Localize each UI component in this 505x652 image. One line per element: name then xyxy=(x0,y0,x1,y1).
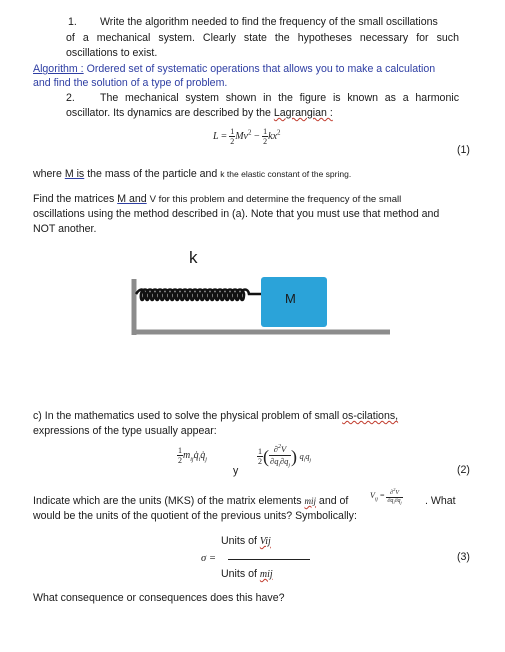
lagrangian-link: Lagrangian : xyxy=(273,107,333,119)
algorithm-definition-line1 xyxy=(33,62,435,77)
where-line xyxy=(33,167,351,182)
fraction-bar xyxy=(228,559,310,560)
spring-mass-figure xyxy=(128,248,398,343)
spring-constant-label: k xyxy=(189,248,198,267)
q1-line2: of a mechanical system. Clearly state the hypotheses necessary for such xyxy=(66,32,459,44)
units-and: and of xyxy=(318,495,349,507)
units-line2: would be the units of the quotient of the previous units? Symbolically: xyxy=(33,510,357,522)
algorithm-line1: Ordered set of systematic operations that allows you to make a calculation xyxy=(86,63,436,75)
spring-mass-drawing xyxy=(128,248,398,343)
sigma-denominator xyxy=(221,567,273,582)
qc-line1-text: c) In the mathematics used to solve the physical problem of small xyxy=(33,410,340,422)
where-text: where xyxy=(33,168,62,180)
equation-2-number: (2) xyxy=(457,464,470,476)
algorithm-line2: and find the solution of a type of problem. xyxy=(33,77,228,89)
q2-line2-text: oscillator. Its dynamics are described by the xyxy=(66,107,271,119)
numerator-vij: Vij xyxy=(259,536,271,547)
equation-kinetic-form: $\frac{1}{2}$ $m_{ij}q̇_iq̇_j$ xyxy=(178,446,207,465)
spring xyxy=(136,290,261,301)
q1-line1: Write the algorithm needed to find the frequency of the small oscillations xyxy=(100,16,438,28)
q1-line3: oscillations to exist. xyxy=(66,47,158,59)
units-text: Indicate which are the units (MKS) of the matrix elements xyxy=(33,495,302,507)
q2-number: 2. xyxy=(66,92,75,104)
denominator-mij: mij xyxy=(259,569,273,580)
y-label: y xyxy=(233,465,239,477)
sigma-numerator xyxy=(221,534,271,549)
numerator-text: Units of xyxy=(221,535,257,547)
find-m: M and xyxy=(117,193,147,205)
denominator-text: Units of xyxy=(221,568,257,580)
mass-label: M xyxy=(285,291,296,306)
qc-oscillations-word: os-cilations, xyxy=(342,410,399,422)
equation-vij-definition: $V_{ij}$ = $\frac{\partial^2V}{\partial q_i\partial q_j}$ xyxy=(370,487,402,506)
find-line3: NOT another. xyxy=(33,223,97,235)
units-line1 xyxy=(33,494,348,509)
units-what: . What xyxy=(425,495,456,507)
equation-lagrangian: L = $\frac{1}{2}$ $Mv^2$ − $\frac{1}{2}$ $kx^2$ xyxy=(213,127,281,146)
where-k: k the elastic constant of the spring. xyxy=(220,169,352,179)
q2-line2 xyxy=(66,106,333,121)
consequence-question: What consequence or consequences does this have? xyxy=(33,592,285,604)
where-mid: the mass of the particle and xyxy=(87,168,218,180)
q1-number: 1. xyxy=(68,16,77,28)
sigma-label: σ = xyxy=(201,553,217,564)
equation-1-number: (1) xyxy=(457,144,470,156)
q2-line1: The mechanical system shown in the figure is known as a harmonic xyxy=(100,92,459,104)
equation-3-number: (3) xyxy=(457,551,470,563)
find-line2: oscillations using the method described in (a). Note that you must use that method and xyxy=(33,208,440,220)
equation-potential-form: $\frac{1}{2}$ ( $\frac{\partial^2V}{\partial q_i\partial q_j}$ ) $q_iq_j$ xyxy=(258,443,312,469)
algorithm-term: Algorithm : xyxy=(33,63,84,75)
find-pre: Find the matrices xyxy=(33,193,115,205)
units-mij: mij xyxy=(304,496,316,506)
where-m: M is xyxy=(64,168,85,180)
find-line1 xyxy=(33,192,401,207)
qc-line1 xyxy=(33,409,398,424)
find-post: V for this problem and determine the frequency of the small xyxy=(149,194,402,205)
qc-line2: expressions of the type usually appear: xyxy=(33,425,217,437)
